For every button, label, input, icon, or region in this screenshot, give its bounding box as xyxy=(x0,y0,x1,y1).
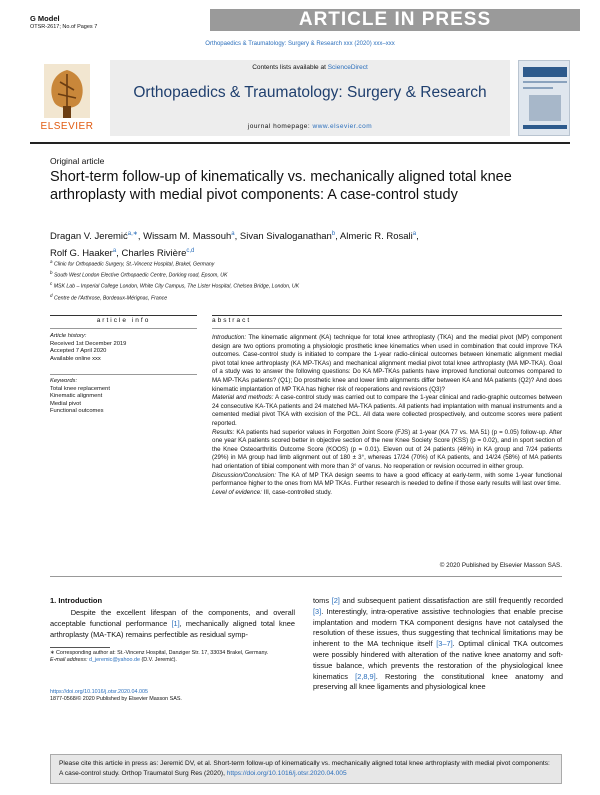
journal-masthead xyxy=(30,60,570,140)
intro-text: . Restoring the constitutional knee anatomy and preserving all knee ligaments and physiological knee xyxy=(313,671,564,692)
homepage-link[interactable]: www.elsevier.com xyxy=(312,123,373,130)
intro-text: Despite the excellent lifespan of the components, and overall acceptable functional performance xyxy=(50,608,295,628)
citation-link[interactable]: [3–7] xyxy=(436,639,453,649)
article-history xyxy=(50,333,197,363)
intro-text: , mechanically aligned total knee arthroplasty (MA-TKA) remains perfectible as residual symp- xyxy=(50,618,295,639)
journal-title: Orthopaedics & Traumatology: Surgery & Research xyxy=(133,84,487,101)
doi-link[interactable]: https://doi.org/10.1016/j.otsr.2020.04.005 xyxy=(50,689,149,695)
online-date: Available online xxx xyxy=(50,355,101,362)
email-note xyxy=(50,657,295,664)
affiliation-text: MSK Lab – Imperial College London, White City Campus, The Lister Hospital, Chelsea Bridge, London, UK xyxy=(53,284,300,291)
email-label: E-mail address: xyxy=(50,657,89,664)
elsevier-logo-text: ELSEVIER xyxy=(40,121,94,132)
affiliation-marker: c xyxy=(50,281,53,287)
affiliation-list xyxy=(50,258,550,303)
abstract-evidence-label: Level of evidence: xyxy=(212,488,262,496)
citation-link[interactable]: [2] xyxy=(331,596,340,605)
author-separator: , xyxy=(137,231,144,243)
abstract-body xyxy=(212,334,562,497)
abstract-discussion-label: Discussion/Conclusion: xyxy=(212,471,276,479)
citation-link[interactable]: [1] xyxy=(171,618,180,628)
author-separator: , xyxy=(234,231,240,243)
abstract-rule xyxy=(212,328,562,329)
article-info-heading: article info xyxy=(96,317,151,324)
abstract-methods: A case-control study was carried out to compare the 1-year clinical and radio-graphic outcomes between 24 consecutive KA-TKA patients and 24 matched MA-TKA patients. All patients had implantation with manual instruments and a cemented medial pivot TKA with excision of the PCL. All data were collected prospectively, and outcome scores were patient reported. xyxy=(212,394,562,427)
abstract-methods-label: Material and methods: xyxy=(212,394,274,402)
homepage-prefix: journal homepage: xyxy=(247,123,313,130)
cite-this-article-box xyxy=(50,754,562,784)
received-date: Received 1st December 2019 xyxy=(50,340,127,347)
author-separator: , xyxy=(335,231,340,243)
copyright-notice: © 2020 Published by Elsevier Masson SAS. xyxy=(439,562,562,569)
abstract-intro-label: Introduction: xyxy=(212,334,247,341)
article-info-top-rule xyxy=(50,315,197,316)
affiliation-item xyxy=(50,280,550,291)
author-separator: , xyxy=(116,248,122,260)
author-name[interactable]: Sivan Sivaloganathan xyxy=(239,231,332,243)
affiliation-marker: d xyxy=(50,292,53,298)
article-info-rule xyxy=(50,328,197,329)
manuscript-reference: OTSR-2617; No.of Pages 7 xyxy=(30,24,98,30)
keyword-item: Medial pivot xyxy=(50,400,81,407)
journal-homepage xyxy=(110,123,510,130)
email-link[interactable]: d_jeremic@yahoo.de xyxy=(88,657,140,664)
keywords-block xyxy=(50,378,197,416)
article-type: Original article xyxy=(50,156,105,166)
article-in-press-banner: ARTICLE IN PRESS xyxy=(210,9,580,31)
author-name[interactable]: Wissam M. Massouh xyxy=(143,231,232,243)
keywords-rule xyxy=(50,374,197,375)
cite-box-text: Please cite this article in press as: Jeremić DV, et al. Short-term follow-up of kinematically vs. mechanically aligned total knee arthroplasty with medial pivot components: A case-control study. Orthop Traumatol Surg Res (2020), xyxy=(59,760,550,777)
sciencedirect-link[interactable]: ScienceDirect xyxy=(327,64,368,71)
intro-text: toms xyxy=(313,596,332,605)
abstract-discussion: The KA of MP TKA design seems to have a good efficacy at early-term, with some 1-year functional performance higher to the ones from MA MP TKAs. Further research is needed to define if those early results will last over time. xyxy=(212,471,563,488)
contents-available xyxy=(110,64,510,71)
keywords-label: Keywords: xyxy=(50,378,78,384)
accepted-date: Accepted 7 April 2020 xyxy=(50,348,107,355)
journal-info-box xyxy=(110,60,510,136)
affiliation-item xyxy=(50,292,550,303)
affiliation-text: Clinic for Orthopaedic Surgery, St.-Vincenz Hospital, Brakel, Germany xyxy=(53,261,215,268)
author-name[interactable]: Charles Rivière xyxy=(121,248,187,260)
masthead-rule xyxy=(30,142,570,144)
introduction-left-column xyxy=(50,608,295,640)
gmodel-label: G Model xyxy=(30,14,60,23)
journal-cover-thumbnail xyxy=(518,60,570,136)
abstract-top-rule xyxy=(212,315,562,316)
corresponding-author-note: ∗ Corresponding author at: St.-Vincenz Hospital, Danziger Str. 17, 33034 Brakel, Germany. xyxy=(50,650,269,656)
author-name[interactable]: Almeric R. Rosali xyxy=(339,231,413,243)
abstract-intro: The kinematic alignment (KA) technique for total knee arthroplasty (TKA) and the medial pivot (MP) component design are two options promoting a physiologic prosthetic knee kinematics when used in combination that could improve TKA outcomes. Case-control study is initiated to compare the 1-year radio-clinical outcomes between kinematic alignment medial pivot total knee arthroplasty (KA MP-TKAs) and mechanical alignment medial pivot total knee arthroplasty (MA MP-TKA). Goal of a study was to answer the following questions: Do KA MP-TKAs patients have improved functional outcomes compared to MA MP-TKAs patients? (Q1); Do prosthetic knee and lower limb alignments differ between KA and MA patients (Q2)? And does kinematic implantation of MP TKA has higher risk of reoperations and revisions (Q3)? xyxy=(212,334,562,393)
issn-line: 1877-0568/© 2020 Published by Elsevier Masson SAS. xyxy=(50,696,182,703)
affiliation-text: South West London Elective Orthopaedic Centre, Dorking road, Epsom, UK xyxy=(53,272,228,279)
intro-text: . Interestingly, intra-operative assistive technologies that enable precise implantation and modern TKA component designs have not catalysed the resolution of these issues, thus suggesting that technical limitations may be inherent to the MA technique itself xyxy=(313,606,563,649)
author-affiliation-marker[interactable]: c,d xyxy=(186,248,195,255)
contents-prefix: Contents lists available at xyxy=(252,64,328,71)
affiliation-marker: b xyxy=(50,270,53,276)
intro-text: . Optimal clinical TKA outcomes were possibly hindered with alteration of the native knee anatomy and soft-tissue balance, which prevents the restoration of the physiological knee kinematics xyxy=(313,639,563,681)
article-identifiers xyxy=(50,689,295,704)
abstract-bottom-rule xyxy=(50,576,562,577)
affiliation-item xyxy=(50,269,550,280)
citation-link[interactable]: [2,8,9] xyxy=(355,671,376,681)
abstract-results-label: Results: xyxy=(212,428,235,436)
footnote-rule xyxy=(50,647,110,648)
elsevier-logo xyxy=(30,60,104,136)
author-separator: , xyxy=(416,231,419,243)
journal-citation-line[interactable]: Orthopaedics & Traumatology: Surgery & Research xxx (2020) xxx–xxx xyxy=(205,41,395,47)
footnotes xyxy=(50,650,295,665)
author-affiliation-marker[interactable]: a xyxy=(112,248,117,255)
abstract-evidence: III, case-controlled study. xyxy=(263,488,332,496)
author-name[interactable]: Dragan V. Jeremić xyxy=(50,231,128,243)
abstract-results: KA patients had superior values in Forgotten Joint Score (FJS) at 1-year (KA 77 vs. MA 51) (p = 0.05) follow-up. After one year KA patients scored better in objective section of the new Knee Society Score (KSS) (p = 0.02), and in sport section of the Knee Osteoarthritis Outcome Score (KOOS) (p = 0.01). Eleven out of 24 patients (46%) in KA group and 7/24 patients (29%) in MA group had limb alignment out of 180 ± 3°, whereas 17/24 (70%) of KA patients, and 14/24 (58%) of MA patients had orientation of tibial component with more than 3° of varus. No reoperation or revision occurred in either group. xyxy=(212,428,562,470)
email-suffix: (D.V. Jeremić). xyxy=(139,657,177,664)
keyword-item: Functional outcomes xyxy=(50,408,104,415)
author-affiliation-marker[interactable]: a,∗ xyxy=(127,231,138,237)
abstract-heading: abstract xyxy=(212,317,252,324)
affiliation-item xyxy=(50,258,550,269)
author-affiliation-marker[interactable]: a xyxy=(231,231,235,237)
keyword-item: Total knee replacement xyxy=(50,385,110,392)
affiliation-text: Centre de l'Arthrose, Bordeaux-Mérignac, France xyxy=(53,295,168,302)
introduction-right-column xyxy=(313,596,563,693)
author-affiliation-marker[interactable]: a xyxy=(412,231,417,237)
intro-text: and subsequent patient dissatisfaction are still frequently recorded xyxy=(339,596,563,605)
keyword-item: Kinematic alignment xyxy=(50,393,103,400)
author-name[interactable]: Rolf G. Haaker xyxy=(50,248,113,260)
affiliation-marker: a xyxy=(50,259,53,264)
citation-link[interactable]: [3] xyxy=(313,606,322,616)
cite-box-doi-link[interactable]: https://doi.org/10.1016/j.otsr.2020.04.005 xyxy=(226,770,347,777)
article-title: Short-term follow-up of kinematically vs. mechanically aligned total knee arthroplasty with medial pivot components: A case-control study xyxy=(50,169,512,203)
section-heading-introduction: 1. Introduction xyxy=(50,596,103,605)
author-list xyxy=(50,227,550,261)
history-label: Article history: xyxy=(50,333,87,339)
author-affiliation-marker[interactable]: b xyxy=(331,231,336,237)
